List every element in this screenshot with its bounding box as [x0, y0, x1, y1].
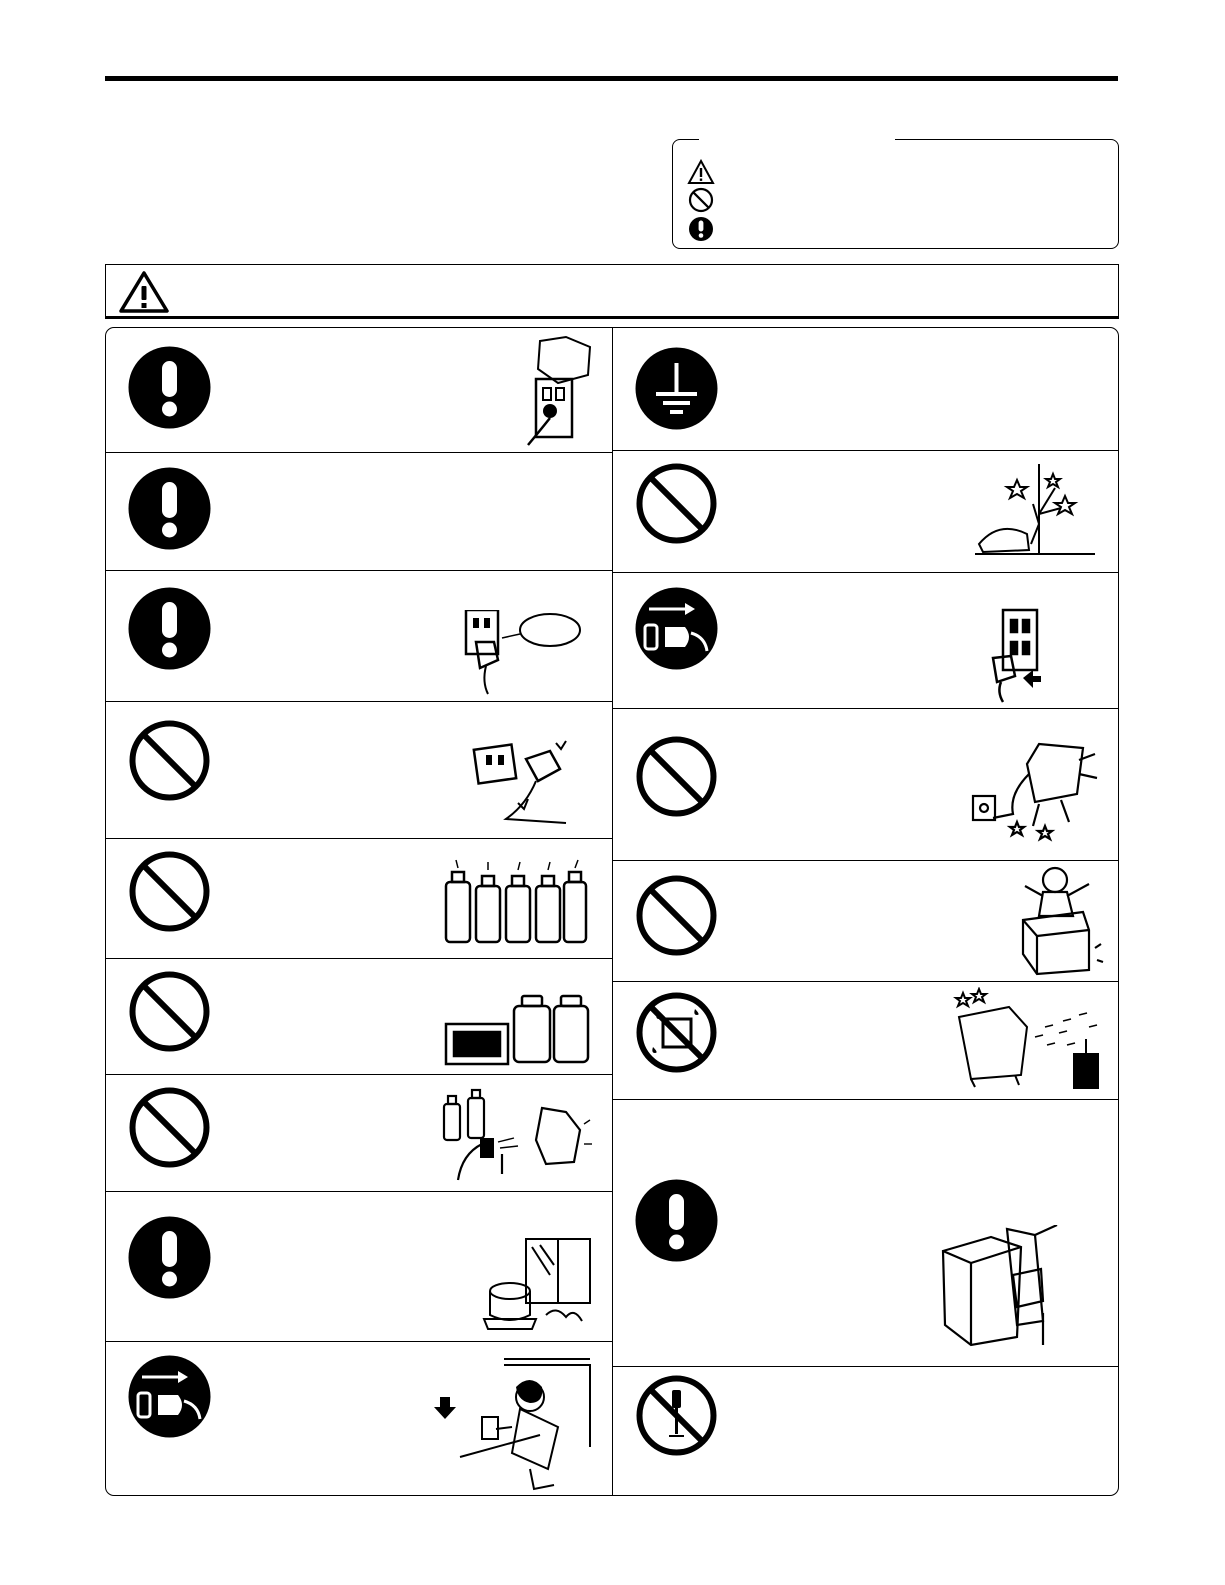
outlet-plug-illustration	[518, 333, 598, 448]
mandatory-action-icon	[128, 467, 211, 550]
prohibition-icon	[635, 462, 718, 545]
safety-item	[106, 1341, 612, 1496]
safety-item	[106, 958, 612, 1075]
safety-item	[106, 452, 612, 571]
safety-item	[613, 328, 1118, 451]
pulling-cord-illustration	[969, 734, 1101, 854]
spraying-illustration	[442, 1084, 592, 1184]
safety-item	[613, 708, 1118, 861]
safety-item	[613, 1099, 1118, 1367]
mandatory-action-icon	[688, 216, 714, 242]
safety-item	[613, 1366, 1118, 1496]
safety-item	[106, 328, 612, 453]
safety-item	[613, 572, 1118, 709]
mandatory-action-icon	[128, 587, 211, 670]
safety-item	[106, 701, 612, 839]
pinched-cord-illustration	[969, 464, 1099, 564]
mandatory-action-icon	[128, 1216, 211, 1299]
right-column	[613, 328, 1118, 1495]
warning-header	[105, 264, 1119, 317]
safety-item	[613, 860, 1118, 982]
safety-grid	[105, 327, 1119, 1496]
unit-filter-illustration	[931, 1225, 1061, 1351]
containers-illustration	[442, 988, 592, 1068]
spray-cans-illustration	[440, 858, 590, 948]
legend-title-gap	[699, 137, 895, 143]
top-rule	[105, 76, 1118, 81]
safety-item	[106, 570, 612, 702]
plug-removal-illustration	[983, 608, 1043, 704]
woman-unplugging-illustration	[430, 1357, 600, 1493]
child-on-unit-illustration	[1003, 864, 1107, 976]
prohibition-icon	[128, 850, 211, 933]
safety-item	[613, 450, 1118, 573]
sprinkler-illustration	[949, 987, 1105, 1093]
left-column	[106, 328, 613, 1495]
safety-item	[106, 1191, 612, 1342]
dedicated-outlet-illustration	[458, 610, 583, 695]
prohibition-icon	[688, 187, 714, 213]
prohibition-icon	[128, 1086, 211, 1169]
prohibition-icon	[128, 970, 211, 1053]
no-water-icon	[635, 991, 718, 1074]
caution-triangle-icon	[687, 159, 715, 185]
safety-item	[613, 981, 1118, 1100]
mandatory-action-icon	[635, 1179, 718, 1262]
warning-triangle-icon	[118, 270, 170, 314]
symbol-legend	[672, 139, 1119, 249]
unplug-icon	[635, 587, 718, 670]
prohibition-icon	[128, 719, 211, 802]
ground-icon	[635, 347, 718, 430]
no-disassembly-icon	[635, 1374, 718, 1457]
damaged-plug-illustration	[466, 739, 586, 829]
stove-window-illustration	[470, 1235, 595, 1335]
mandatory-action-icon	[128, 346, 211, 429]
unplug-icon	[128, 1355, 211, 1438]
safety-item	[106, 838, 612, 959]
safety-item	[106, 1074, 612, 1192]
prohibition-icon	[635, 874, 718, 957]
prohibition-icon	[635, 735, 718, 818]
